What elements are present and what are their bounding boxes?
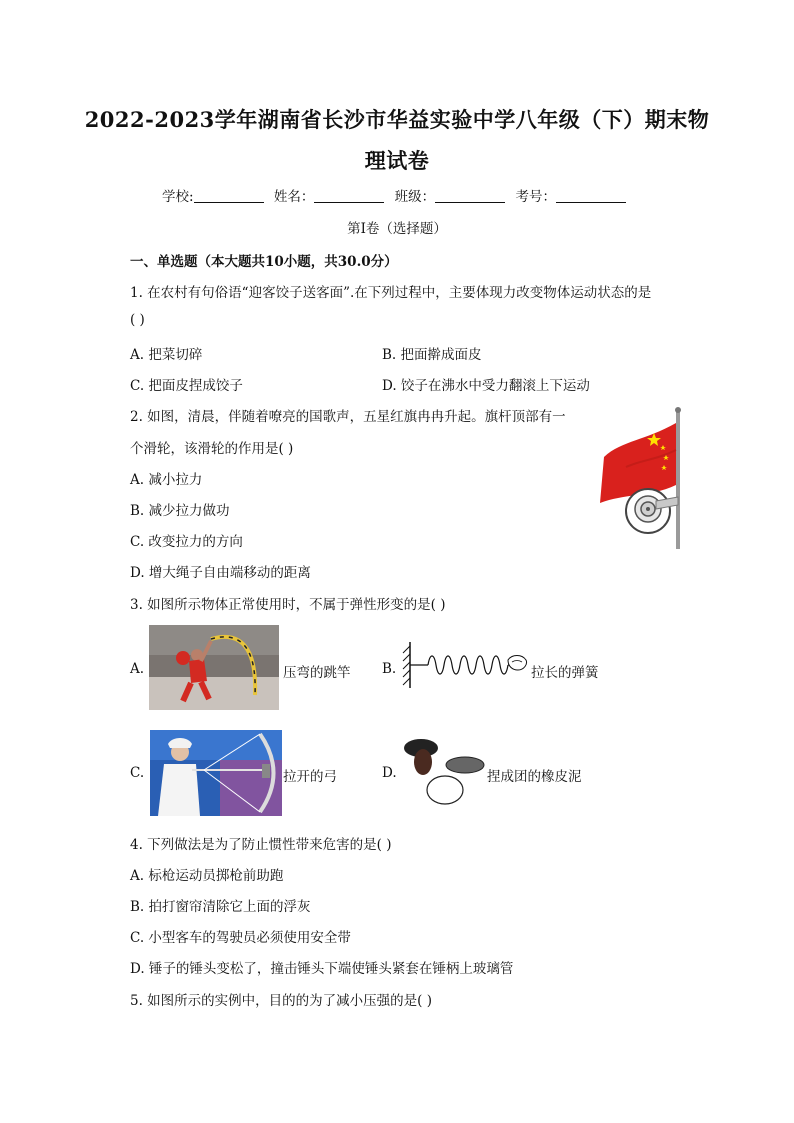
q4-option-b[interactable]: B. 拍打窗帘清除它上面的浮灰 (130, 899, 311, 915)
class-label: 班级： (394, 189, 436, 205)
name-blank[interactable] (314, 188, 384, 203)
q1-option-c[interactable]: C. 把面皮捏成饺子 (130, 378, 243, 394)
q5-stem: 5. 如图所示的实例中，目的的为了减小压强的是( ) (130, 993, 432, 1009)
q1-stem-line1: 1. 在农村有句俗语“迎客饺子送客面”.在下列过程中，主要体现力改变物体运动状态的是 (130, 285, 652, 301)
q1-stem-line2: ( ) (130, 312, 145, 328)
q4-option-d[interactable]: D. 锤子的锤头变松了，撞击锤头下端使锤头紧套在锤柄上玻璃管 (130, 961, 514, 977)
q3-option-d-letter[interactable]: D. (382, 765, 397, 781)
student-info-line (0, 185, 794, 205)
exam-no-blank[interactable] (556, 188, 626, 203)
q3-stem: 3. 如图所示物体正常使用时，不属于弹性形变的是( ) (130, 597, 446, 613)
q3-option-a-letter[interactable]: A. (130, 661, 145, 677)
pole-vault-photo (149, 625, 279, 710)
exam-no-label: 考号： (515, 189, 556, 205)
class-blank[interactable] (435, 188, 505, 203)
q3-option-b-caption: 拉长的弹簧 (531, 665, 599, 681)
volume-title: 第Ⅰ卷（选择题） (347, 221, 447, 237)
q2-stem-line1: 2. 如图，清晨，伴随着嘹亮的国歌声，五星红旗冉冉升起。旗杆顶部有一 (130, 409, 566, 425)
flag-pulley-image (596, 405, 688, 551)
q1-option-b[interactable]: B. 把面擀成面皮 (382, 347, 482, 363)
q2-option-d[interactable]: D. 增大绳子自由端移动的距离 (130, 565, 311, 581)
q3-option-b-letter[interactable]: B. (382, 661, 397, 677)
q4-stem: 4. 下列做法是为了防止惯性带来危害的是( ) (130, 837, 392, 853)
q1-option-a[interactable]: A. 把菜切碎 (130, 347, 203, 363)
q3-option-d-caption: 捏成团的橡皮泥 (487, 769, 582, 785)
q2-option-b[interactable]: B. 减少拉力做功 (130, 503, 230, 519)
archery-photo (150, 730, 282, 816)
q3-option-c-caption: 拉开的弓 (283, 769, 337, 785)
exam-title-line1: 2022-2023学年湖南省长沙市华益实验中学八年级（下）期末物 (84, 107, 710, 132)
q4-option-c[interactable]: C. 小型客车的驾驶员必须使用安全带 (130, 930, 351, 946)
q4-option-a[interactable]: A. 标枪运动员掷枪前助跑 (130, 868, 284, 884)
q3-option-a-caption: 压弯的跳竿 (283, 665, 351, 681)
school-label: 学校: (162, 189, 194, 205)
name-label: 姓名： (273, 189, 315, 205)
school-blank[interactable] (194, 188, 264, 203)
exam-title-line2: 理试卷 (364, 148, 430, 173)
q2-stem-line2: 个滑轮，该滑轮的作用是( ) (130, 441, 294, 457)
q1-option-d[interactable]: D. 饺子在沸水中受力翻滚上下运动 (382, 378, 590, 394)
spring-diagram (400, 640, 528, 690)
q2-option-a[interactable]: A. 减小拉力 (130, 472, 203, 488)
q3-option-c-letter[interactable]: C. (130, 765, 145, 781)
section1-title: 一、单选题（本大题共10小题，共30.0分） (130, 254, 398, 270)
plasticine-diagram (400, 738, 486, 806)
q2-option-c[interactable]: C. 改变拉力的方向 (130, 534, 243, 550)
